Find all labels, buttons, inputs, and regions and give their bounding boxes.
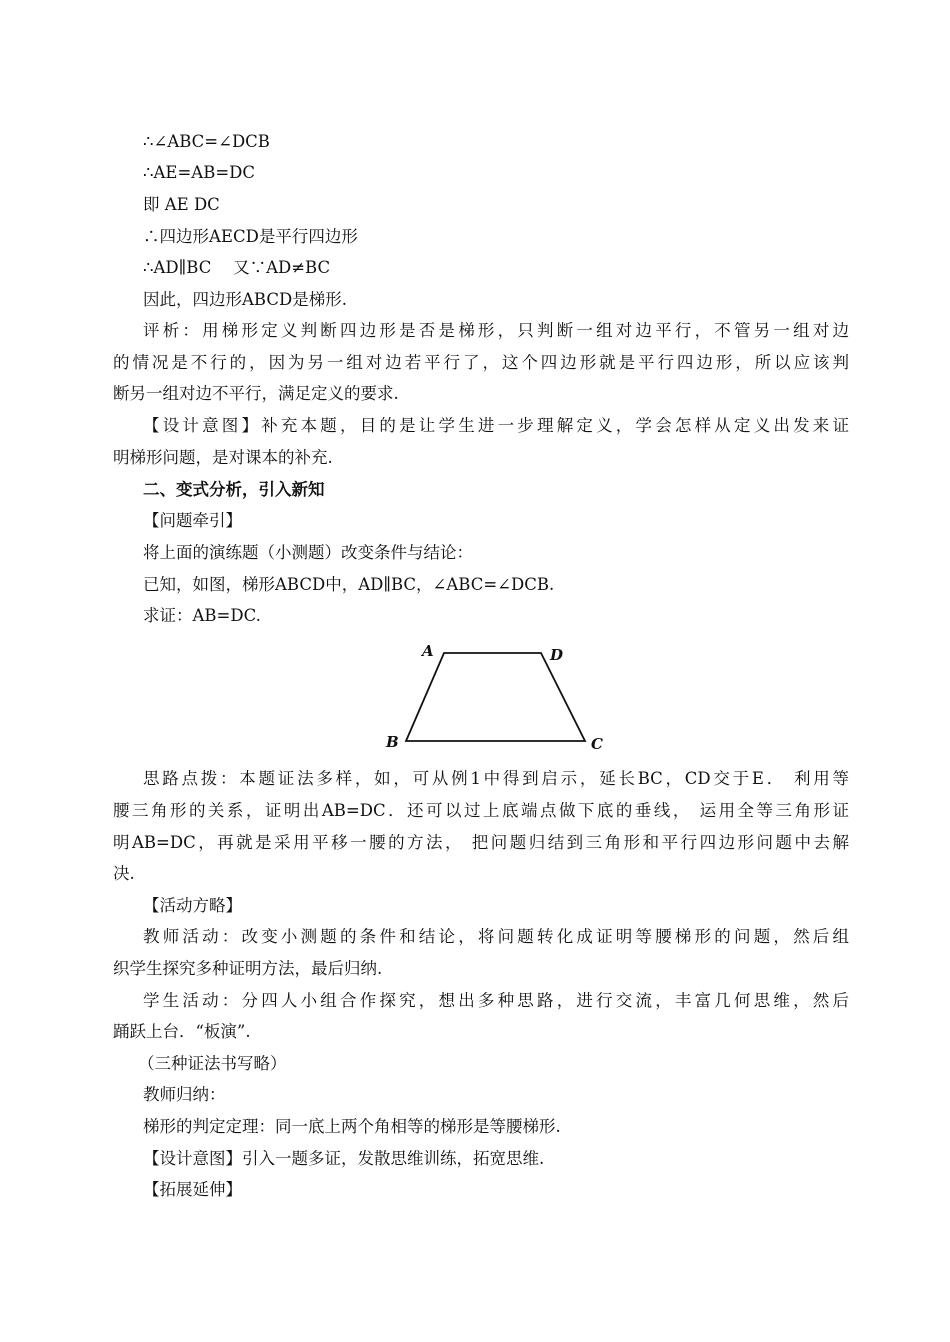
hint-paragraph: 明AB=DC，再就是采用平移一腰的方法， 把问题归结到三角形和平行四边形问题中去解 bbox=[113, 833, 849, 852]
proof-line: ∴∠ABC=∠DCB bbox=[143, 132, 270, 151]
design-intent-paragraph: 明梯形问题，是对课本的补充. bbox=[113, 448, 333, 467]
design-intent-paragraph: 【设计意图】补充本题，目的是让学生进一步理解定义，学会怎样从定义出发来证 bbox=[143, 416, 849, 435]
proof-conclusion: 因此，四边形ABCD是梯形. bbox=[143, 290, 347, 309]
hint-paragraph: 决. bbox=[113, 864, 135, 883]
vertex-label-c: C bbox=[591, 735, 603, 753]
proof-line: 即 AE DC bbox=[143, 195, 220, 214]
problem-prove: 求证：AB=DC. bbox=[143, 606, 261, 625]
proof-line: ∴四边形AECD是平行四边形 bbox=[143, 227, 358, 246]
analysis-paragraph: 评析：用梯形定义判断四边形是否是梯形，只判断一组对边平行，不管另一组对边 bbox=[143, 321, 849, 340]
trapezoid-figure bbox=[380, 640, 610, 758]
hint-paragraph: 腰三角形的关系，证明出AB=DC．还可以过上底端点做下底的垂线， 运用全等三角形证 bbox=[113, 801, 849, 820]
student-activity-paragraph: 踊跃上台．“板演”. bbox=[113, 1022, 251, 1041]
proof-line: ∴AD∥BC 又∵AD≠BC bbox=[143, 258, 331, 277]
trapezoid-diagram bbox=[380, 640, 610, 758]
analysis-paragraph: 的情况是不行的，因为另一组对边若平行了，这个四边形就是平行四边形，所以应该判 bbox=[113, 353, 849, 372]
proof-line: ∴AE=AB=DC bbox=[143, 163, 256, 182]
teacher-activity-paragraph: 教师活动：改变小测题的条件和结论，将问题转化成证明等腰梯形的问题，然后组 bbox=[143, 927, 849, 946]
hint-paragraph: 思路点拨：本题证法多样，如，可从例1中得到启示，延长BC，CD交于E． 利用等 bbox=[143, 769, 849, 788]
vertex-label-a: A bbox=[422, 642, 434, 660]
subheading: 【活动方略】 bbox=[143, 896, 242, 915]
problem-line: 将上面的演练题（小测题）改变条件与结论： bbox=[143, 543, 473, 562]
note-line: （三种证法书写略） bbox=[138, 1054, 287, 1073]
problem-given: 已知，如图，梯形ABCD中，AD∥BC，∠ABC=∠DCB. bbox=[143, 575, 555, 594]
teacher-summary-label: 教师归纳： bbox=[143, 1085, 226, 1104]
analysis-paragraph: 断另一组对边不平行，满足定义的要求. bbox=[113, 384, 399, 403]
section-heading: 二、变式分析，引入新知 bbox=[143, 480, 325, 499]
design-intent-line: 【设计意图】引入一题多证，发散思维训练，拓宽思维. bbox=[143, 1149, 545, 1168]
teacher-activity-paragraph: 织学生探究多种证明方法，最后归纳. bbox=[113, 959, 383, 978]
theorem-line: 梯形的判定定理：同一底上两个角相等的梯形是等腰梯形. bbox=[143, 1117, 561, 1136]
trapezoid-outline bbox=[406, 653, 585, 741]
vertex-label-d: D bbox=[550, 646, 564, 664]
subheading: 【拓展延伸】 bbox=[143, 1180, 242, 1199]
vertex-label-b: B bbox=[386, 733, 399, 751]
subheading: 【问题牵引】 bbox=[143, 511, 242, 530]
student-activity-paragraph: 学生活动：分四人小组合作探究，想出多种思路，进行交流，丰富几何思维，然后 bbox=[143, 991, 849, 1010]
